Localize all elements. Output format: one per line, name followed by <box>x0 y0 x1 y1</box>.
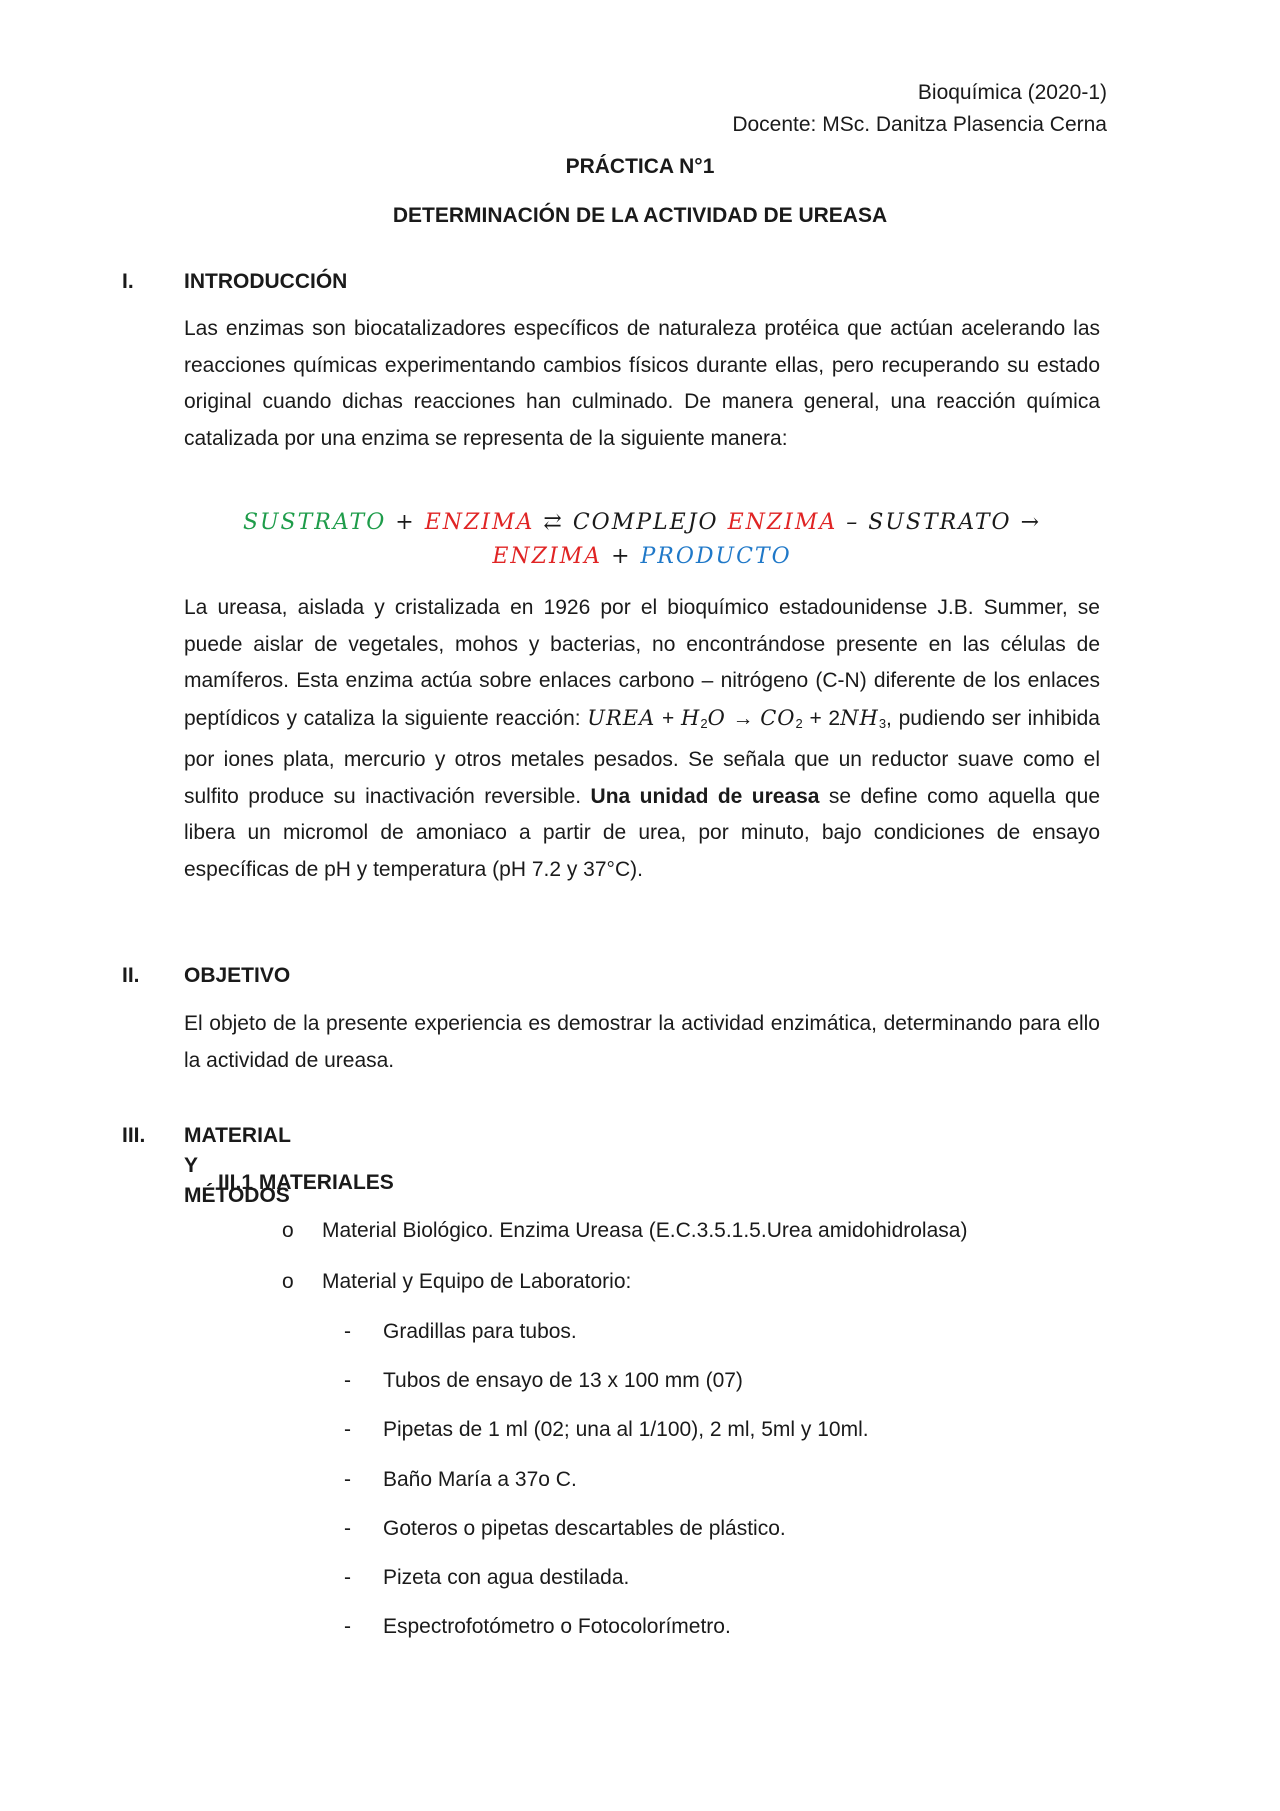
eq-complex: COMPLEJO <box>572 510 719 535</box>
equation-line-2 <box>184 540 1100 574</box>
reaction-plus-2: + 2 <box>802 706 841 730</box>
objective-text: El objeto de la presente experiencia es demostrar la actividad enzimática, determinando para ello la actividad de ureasa. <box>184 1012 1100 1072</box>
subject-title: DETERMINACIÓN DE LA ACTIVIDAD DE UREASA <box>392 204 888 227</box>
dash-marker: - <box>344 1517 351 1540</box>
practice-title: PRÁCTICA N°1 <box>565 155 715 178</box>
sub-list-item-text: Tubos de ensayo de 13 x 100 mm (07) <box>383 1369 743 1392</box>
enzyme-reaction-equation <box>184 506 1100 574</box>
dash-marker: - <box>344 1418 351 1441</box>
dash-marker: - <box>344 1566 351 1589</box>
reaction-plus: + <box>655 706 681 730</box>
section-number: I. <box>122 270 134 293</box>
eq-product: PRODUCTO <box>640 544 792 569</box>
reaction-h: H <box>681 705 701 730</box>
sub-list-item-text: Goteros o pipetas descartables de plástico. <box>383 1517 786 1540</box>
eq-equilibrium-arrow: ⇄ <box>543 510 564 535</box>
reaction-h-subscript: 2 <box>700 715 708 731</box>
reaction-co-subscript: 2 <box>795 715 803 731</box>
reaction-co: CO <box>760 705 796 730</box>
intro-text-2a: La ureasa, aislada y cristalizada en 1926 por el bioquímico estadounidense J.B. Summer, se puede aislar de vegetales, mohos y bacterias, no encontrándose presente en las células de mamíferos. Esta enzima actúa sobre enlaces carbono – nitrógeno (C-N) diferente de los enlaces peptídicos y cataliza la siguiente reacción: <box>184 596 1100 730</box>
section-title: OBJETIVO <box>184 964 291 987</box>
eq-plus: + <box>611 544 632 569</box>
teacher-header: Docente: MSc. Danitza Plasencia Cerna <box>732 113 1107 136</box>
urease-unit-term: Una unidad de ureasa <box>590 784 820 808</box>
reaction-nh: NH <box>840 705 879 730</box>
dash-marker: - <box>344 1320 351 1343</box>
section-number: II. <box>122 964 140 987</box>
sub-list-item-text: Pizeta con agua destilada. <box>383 1566 630 1589</box>
eq-enzyme: ENZIMA <box>424 510 535 535</box>
section-number: III. <box>122 1124 146 1147</box>
equation-line-1 <box>184 506 1100 540</box>
eq-arrow: → <box>1020 510 1042 535</box>
reaction-urea: UREA <box>587 705 656 730</box>
intro-paragraph-1 <box>184 311 1100 457</box>
intro-text-2b: , pudiendo ser inhibida por iones plata, mercurio y otros metales pesados. Se señala que un reductor suave como el sulfito produce su inactivación reversible. <box>184 706 1100 808</box>
dash-marker: - <box>344 1369 351 1392</box>
dash-marker: - <box>344 1468 351 1491</box>
list-item-text: Material Biológico. Enzima Ureasa (E.C.3.5.1.5.Urea amidohidrolasa) <box>322 1219 968 1242</box>
reaction-o: O <box>707 705 726 730</box>
reaction-arrow: → <box>732 706 761 730</box>
sub-list-item-text: Pipetas de 1 ml (02; una al 1/100), 2 ml, 5ml y 10ml. <box>383 1418 869 1441</box>
sub-list-item-text: Baño María a 37o C. <box>383 1468 577 1491</box>
sub-list-item-text: Gradillas para tubos. <box>383 1320 577 1343</box>
section-title: INTRODUCCIÓN <box>184 270 348 293</box>
bullet-marker: o <box>282 1270 294 1293</box>
sub-list-item-text: Espectrofotómetro o Fotocolorímetro. <box>383 1615 731 1638</box>
reaction-nh-subscript: 3 <box>878 715 887 731</box>
intro-paragraph-2 <box>184 590 1100 888</box>
section-title: MATERIAL Y MÉTODOS <box>184 1124 291 1207</box>
intro-text-1: Las enzimas son biocatalizadores específicos de naturaleza protéica que actúan acelerando las reacciones químicas experimentando cambios físicos durante ellas, pero recuperando su estado original cuando dichas reacciones han culminado. De manera general, una reacción química catalizada por una enzima se representa de la siguiente manera: <box>184 317 1100 450</box>
intro-text-2c: se define como aquella que libera un micromol de amoniaco a partir de urea, por minuto, bajo condiciones de ensayo específicas de pH y temperatura (pH 7.2 y 37°C). <box>184 784 1101 881</box>
intro-text-2 <box>184 590 1100 888</box>
course-header: Bioquímica (2020-1) <box>917 81 1107 104</box>
bullet-marker: o <box>282 1219 294 1242</box>
eq-substrate: SUSTRATO <box>868 510 1012 535</box>
materials-subheading: III.1 MATERIALES <box>218 1171 394 1194</box>
dash-marker: - <box>344 1615 351 1638</box>
eq-substrate: SUSTRATO <box>242 510 387 535</box>
list-item-text: Material y Equipo de Laboratorio: <box>322 1270 632 1293</box>
eq-plus: + <box>395 510 416 535</box>
eq-enzyme: ENZIMA <box>492 544 603 569</box>
eq-dash: – <box>846 510 860 535</box>
eq-enzyme: ENZIMA <box>727 510 838 535</box>
objective-paragraph <box>184 1006 1100 1079</box>
